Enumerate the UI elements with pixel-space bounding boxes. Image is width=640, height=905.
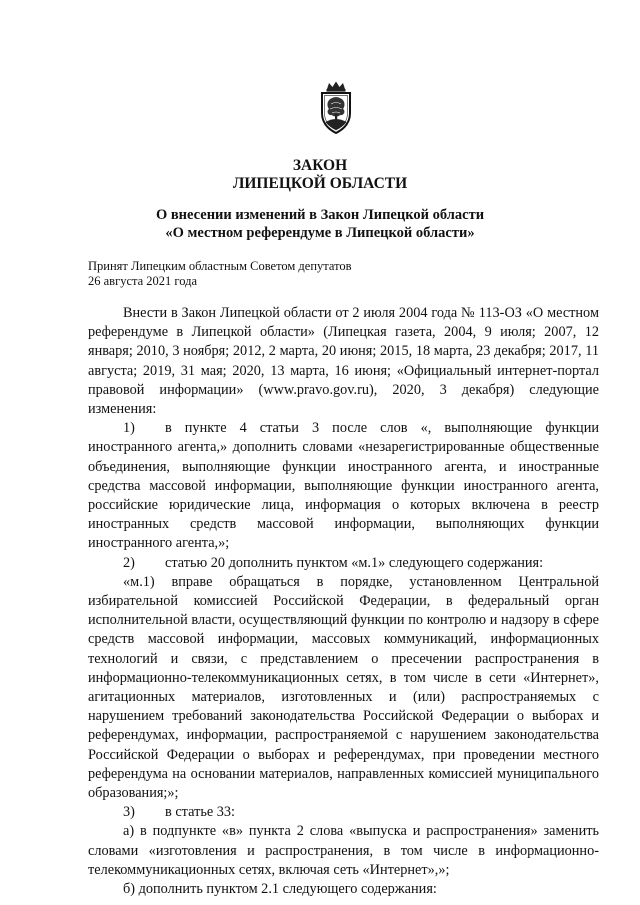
- region-title: ЛИПЕЦКОЙ ОБЛАСТИ: [232, 175, 408, 192]
- item-2: [88, 554, 599, 573]
- item-2-text: статью 20 дополнить пунктом «м.1» следующего содержания:: [165, 554, 544, 571]
- law-body: [88, 304, 599, 899]
- item-3-subitem-b: б) дополнить пунктом 2.1 следующего содержания:: [123, 881, 437, 898]
- item-3-subitem-a: а) в подпункте «в» пункта 2 слова «выпуска и распространения» заменить словами «изготовления и распространения, в том числе в информационно-телекоммуникационных сетях, включая сеть «Интернет»,»;: [88, 823, 599, 878]
- item-3-text: в статье 33:: [165, 804, 236, 821]
- item-3: [88, 803, 599, 822]
- item-3-number: 3): [123, 804, 135, 821]
- law-title: ЗАКОН: [292, 157, 348, 174]
- item-1-text: в пункте 4 статьи 3 после слов «, выполняющие функции иностранного агента,» дополнить словами «незарегистрированные общественные объединения, выполняющие функции иностранного агента, и иностранные средства массовой информации, выполняющие функции иностранного агента, российские юридические лица, информация о которых включена в реестр иностранных средств массовой информации, выполняющих функции иностранного агента,»;: [88, 420, 599, 552]
- item-2-number: 2): [123, 554, 135, 571]
- intro-paragraph: Внести в Закон Липецкой области от 2 июля 2004 года № 113-ОЗ «О местном референдуме в Липецкой области» (Липецкая газета, 2004, 9 июля; 2007, 12 января; 2010, 3 ноября; 2012, 2 марта, 20 июня; 2015, 18 марта, 23 декабря; 2017, 11 августа; 2019, 31 мая; 2020, 13 марта, 16 июня; «Официальный интернет-портал правовой информации» (www.pravo.gov.ru), 2020, 3 декабря) следующие изменения:: [88, 305, 599, 418]
- law-subject-line2: «О местном референдуме в Липецкой области»: [165, 225, 475, 241]
- item-1: [88, 419, 599, 553]
- item-2-quote: «м.1) вправе обращаться в порядке, установленном Центральной избирательной комиссией Российской Федерации, в федеральный орган исполнительной власти, осуществляющий функции по контролю и надзору в сфере средств массовой информации, массовых коммуникаций, информационных технологий и связи, с представлением о пресечении распространения в информационно-телекоммуникационных сетях, в том числе в сети «Интернет», агитационных материалов, изготовленных и (или) распространяемых с нарушением требований законодательства Российской Федерации о выборах и референдумах, информации, распространяемой с нарушением законодательства Российской Федерации о выборах и референдумах, при проведении местного референдума на основании материалов, направленных комиссией муниципального образования;»;: [88, 573, 599, 802]
- law-subject-line1: О внесении изменений в Закон Липецкой области: [155, 207, 485, 223]
- adopted-by: Принят Липецким областным Советом депутатов: [88, 259, 352, 273]
- adopted-date: 26 августа 2021 года: [88, 274, 198, 288]
- lipetsk-coat-of-arms-icon: [316, 80, 356, 136]
- item-1-number: 1): [123, 420, 135, 437]
